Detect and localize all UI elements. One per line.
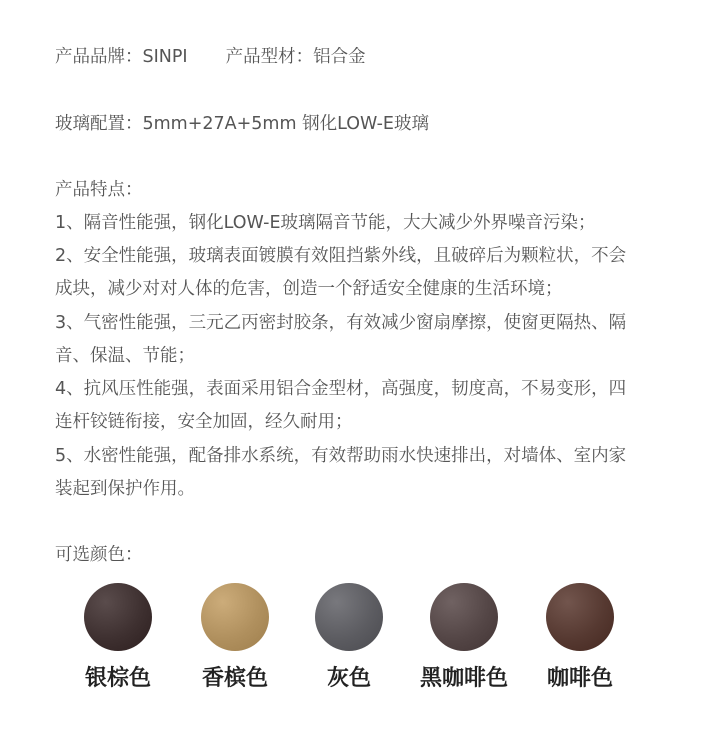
swatch-label: 银棕色 bbox=[84, 666, 151, 691]
colors-heading: 可选颜色： bbox=[55, 545, 143, 565]
material-label: 产品型材：铝合金 bbox=[225, 47, 366, 67]
swatch-silver-brown bbox=[84, 583, 152, 651]
feature-line: 连杆铰链衔接，安全加固，经久耐用； bbox=[55, 412, 353, 432]
feature-line: 音、保温、节能； bbox=[55, 346, 195, 366]
feature-line: 1、隔音性能强，钢化LOW-E玻璃隔音节能，大大减少外界噪音污染； bbox=[55, 213, 596, 233]
swatch-label: 香槟色 bbox=[201, 666, 268, 691]
swatch-coffee bbox=[546, 583, 614, 651]
feature-line: 3、气密性能强，三元乙丙密封胶条，有效减少窗扇摩擦，使窗更隔热、隔 bbox=[55, 313, 627, 333]
swatch-label: 灰色 bbox=[326, 666, 371, 691]
swatch-dark-coffee bbox=[430, 583, 498, 651]
swatch-label: 咖啡色 bbox=[546, 666, 613, 691]
glass-config-line: 玻璃配置：5mm+27A+5mm 钢化LOW-E玻璃 bbox=[55, 114, 429, 134]
feature-line: 5、水密性能强，配备排水系统，有效帮助雨水快速排出，对墙体、室内家 bbox=[55, 446, 627, 466]
swatch-grey bbox=[315, 583, 383, 651]
swatch-label: 黑咖啡色 bbox=[419, 666, 508, 691]
brand-material-line bbox=[55, 45, 366, 69]
feature-line: 成块，减少对对人体的危害，创造一个舒适安全健康的生活环境； bbox=[55, 279, 563, 299]
features-heading: 产品特点： bbox=[55, 180, 143, 200]
brand-label: 产品品牌：SINPI bbox=[55, 47, 188, 67]
feature-line: 2、安全性能强，玻璃表面镀膜有效阻挡紫外线，且破碎后为颗粒状，不会 bbox=[55, 246, 627, 266]
feature-line: 4、抗风压性能强，表面采用铝合金型材，高强度，韧度高，不易变形，四 bbox=[55, 379, 627, 399]
swatch-champagne bbox=[201, 583, 269, 651]
feature-line: 装起到保护作用。 bbox=[55, 479, 195, 499]
